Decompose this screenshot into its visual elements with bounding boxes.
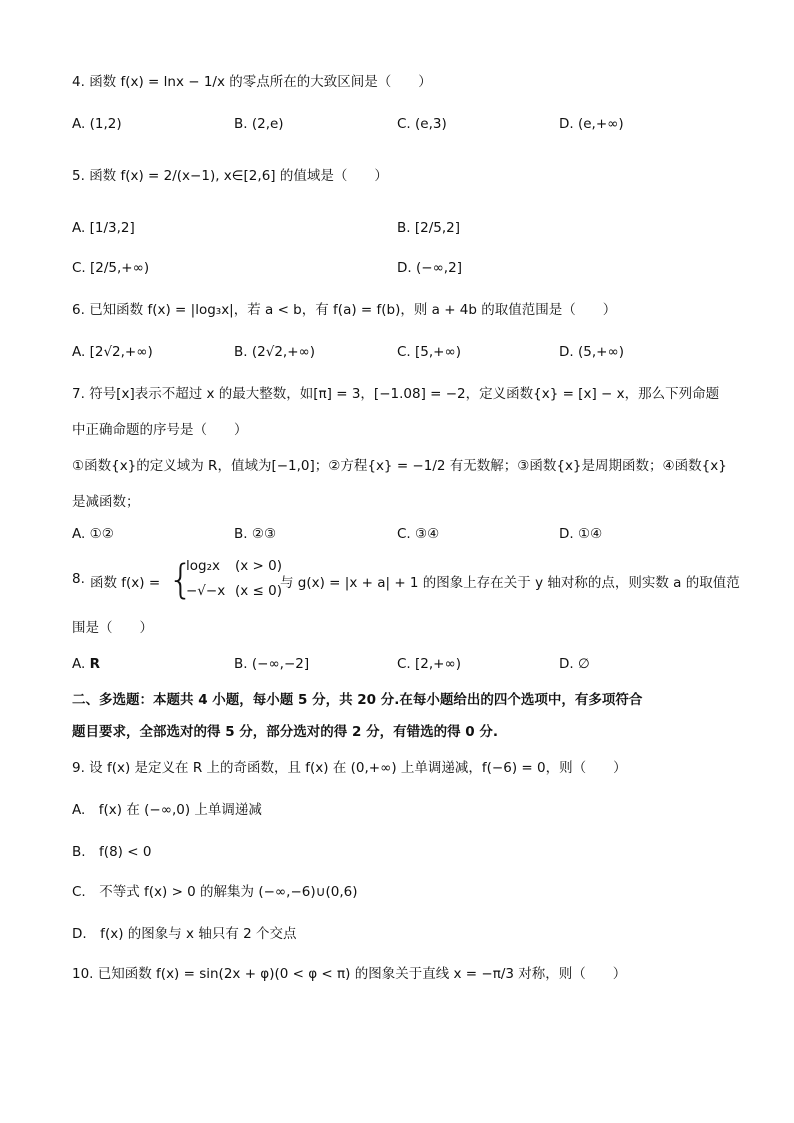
q4-option-a[interactable]: A. (1,2): [72, 116, 122, 132]
exam-page: 4. 函数 f(x) = lnx − 1/x 的零点所在的大致区间是（ ） A. (1,2) B. (2,e) C. (e,3) D. (e,+∞) 5. 函数 f(x) = 2/(x−1), x∈[2,6] 的值域是（ ） A. [1/3,2] B. [2/5,2] C. [2/5,+∞) D. (−∞,2] 6. 已知函数 f(x) = |log₃x|，若 a < b，有 f(a) = f(b)，则 a + 4b 的取值范围是（ ） A. [2√2,+∞) B. (2√2,+∞) C. [5,+∞) D. (5,+∞) 7. 符号[x]表示不超过 x 的最大整数，如[π] = 3，[−1.08] = −2，定义函数{x} = [x] − x，那么下列命题 中正确命题的序号是（ ） ①函数{x}的定义域为 R，值域为[−1,0]；②方程{x} = −1/2 有无数解；③函数{x}是周期函数；④函数{x} 是减函数； A. ①② B. ②③ C. ③④ D. ①④ 8. 函数 f(x) = { log₂x (x > 0) −√−x (x ≤ 0) 与 g(x) = |x + a| + 1 的图象上存在关于 y 轴对称的点，则实数 a 的取值范 围是（ ） A. R B. (−∞,−2] C. [2,+∞) D. ∅ 二、多选题：本题共 4 小题，每小题 5 分，共 20 分.在每小题给出的四个选项中，有多项符合 题目要求，全部选对的得 5 分，部分选对的得 2 分，有错选的得 0 分. 9. 设 f(x) 是定义在 R 上的奇函数，且 f(x) 在 (0,+∞) 上单调递减，f(−6) = 0，则（ ） A. f(x) 在 (−∞,0) 上单调递减 B. f(8) < 0 C. 不等式 f(x) > 0 的解集为 (−∞,−6)∪(0,6) D. f(x) 的图象与 x 轴只有 2 个交点 10. 已知函数 f(x) = sin(2x + φ)(0 < φ < π) 的图象关于直线 x = −π/3 对称，则（ ）: [72, 74, 740, 982]
question-7-stem-line2: 中正确命题的序号是（ ）: [72, 422, 248, 438]
q7-option-b[interactable]: B. ②③: [234, 526, 277, 542]
question-10-stem: 10. 已知函数 f(x) = sin(2x + φ)(0 < φ < π) 的图象关于直线 x = −π/3 对称，则（ ）: [72, 966, 627, 982]
question-9-stem: 9. 设 f(x) 是定义在 R 上的奇函数，且 f(x) 在 (0,+∞) 上单调递减，f(−6) = 0，则（ ）: [72, 760, 627, 776]
q5-option-d[interactable]: D. (−∞,2]: [397, 260, 462, 276]
q5-option-a[interactable]: A. [1/3,2]: [72, 220, 135, 236]
q5-option-c[interactable]: C. [2/5,+∞): [72, 260, 150, 276]
q9-option-c[interactable]: C. 不等式 f(x) > 0 的解集为 (−∞,−6)∪(0,6): [72, 884, 358, 900]
q4-option-d[interactable]: D. (e,+∞): [559, 116, 624, 132]
q6-option-c[interactable]: C. [5,+∞): [397, 344, 461, 360]
q8-option-a[interactable]: A. R: [72, 656, 100, 672]
piecewise-brace: {: [168, 557, 194, 603]
q8-option-c[interactable]: C. [2,+∞): [397, 656, 461, 672]
question-7-stem-line3: ①函数{x}的定义域为 R，值域为[−1,0]；②方程{x} = −1/2 有无数解；③函数{x}是周期函数；④函数{x}: [72, 458, 727, 474]
q9-option-d[interactable]: D. f(x) 的图象与 x 轴只有 2 个交点: [72, 926, 297, 942]
question-6-stem: 6. 已知函数 f(x) = |log₃x|，若 a < b，有 f(a) = f(b)，则 a + 4b 的取值范围是（ ）: [72, 302, 617, 318]
q4-option-b[interactable]: B. (2,e): [234, 116, 284, 132]
question-7-stem-line4: 是减函数；: [72, 494, 140, 510]
question-8-stem-line2: 围是（ ）: [72, 620, 153, 636]
q8-option-b[interactable]: B. (−∞,−2]: [234, 656, 310, 672]
piece1-cond: (x > 0): [235, 558, 283, 574]
section-2-heading-line1: 二、多选题：本题共 4 小题，每小题 5 分，共 20 分.在每小题给出的四个选项中，有多项符合: [72, 692, 643, 708]
q7-option-d[interactable]: D. ①④: [559, 526, 603, 542]
q6-option-d[interactable]: D. (5,+∞): [559, 344, 624, 360]
q8-stem-suffix: 与 g(x) = |x + a| + 1 的图象上存在关于 y 轴对称的点，则实数 a 的取值范: [280, 575, 740, 591]
section-2-heading-line2: 题目要求，全部选对的得 5 分，部分选对的得 2 分，有错选的得 0 分.: [72, 724, 499, 740]
question-5-stem: 5. 函数 f(x) = 2/(x−1), x∈[2,6] 的值域是（ ）: [72, 168, 388, 184]
q5-option-b[interactable]: B. [2/5,2]: [397, 220, 460, 236]
q8-option-d[interactable]: D. ∅: [559, 656, 590, 672]
q4-option-c[interactable]: C. (e,3): [397, 116, 447, 132]
q9-option-a[interactable]: A. f(x) 在 (−∞,0) 上单调递减: [72, 802, 262, 818]
piece2-expr: −√−x: [186, 583, 226, 599]
q7-option-c[interactable]: C. ③④: [397, 526, 440, 542]
q7-option-a[interactable]: A. ①②: [72, 526, 114, 542]
piece1-expr: log₂x: [186, 558, 220, 574]
piece2-cond: (x ≤ 0): [235, 583, 283, 599]
q6-option-b[interactable]: B. (2√2,+∞): [234, 344, 316, 360]
question-4-stem: 4. 函数 f(x) = lnx − 1/x 的零点所在的大致区间是（ ）: [72, 74, 432, 90]
q9-option-b[interactable]: B. f(8) < 0: [72, 844, 152, 860]
q6-option-a[interactable]: A. [2√2,+∞): [72, 344, 153, 360]
question-7-stem-line1: 7. 符号[x]表示不超过 x 的最大整数，如[π] = 3，[−1.08] = −2，定义函数{x} = [x] − x，那么下列命题: [72, 386, 720, 402]
